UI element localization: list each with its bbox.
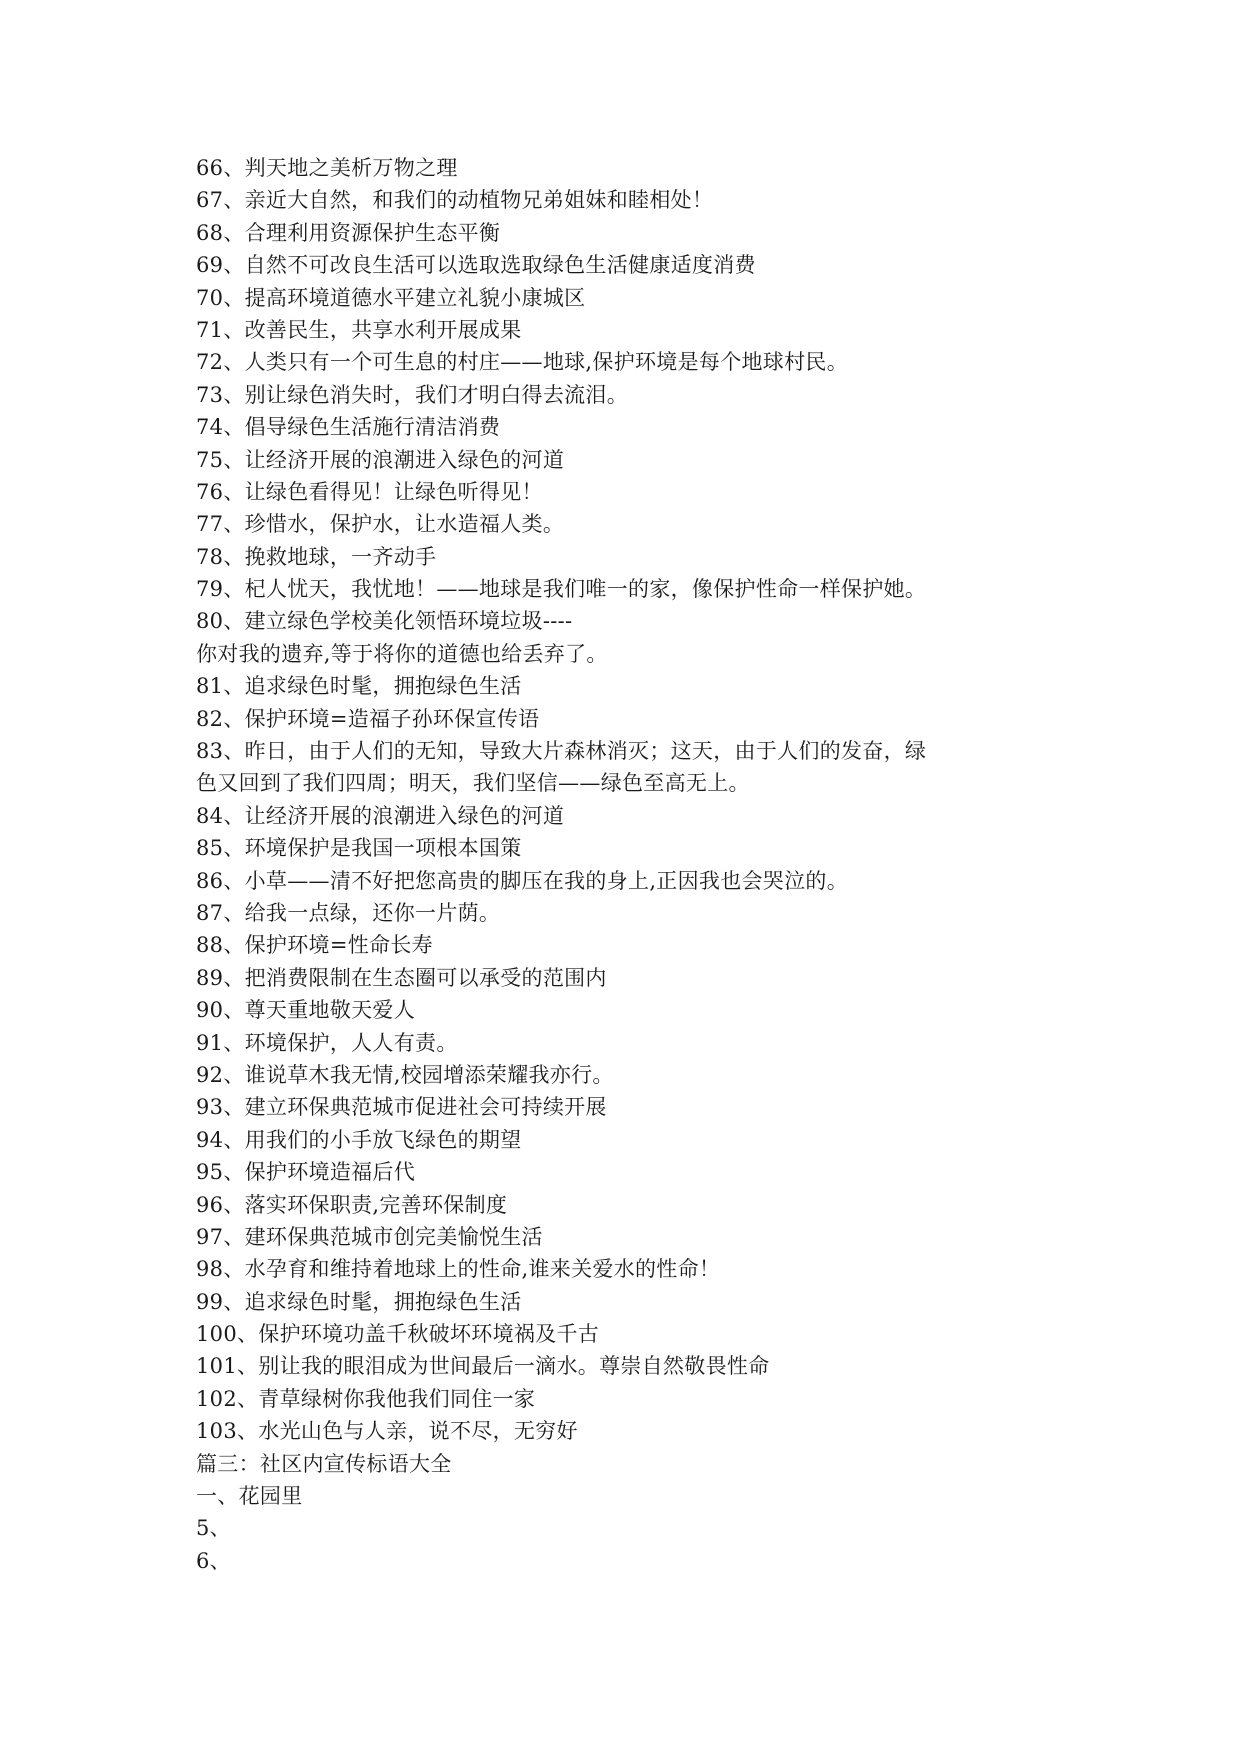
text-line: 68、合理利用资源保护生态平衡 [196,220,501,245]
text-line: 67、亲近大自然，和我们的动植物兄弟姐妹和睦相处！ [196,188,714,213]
text-line: 84、让经济开展的浪潮进入绿色的河道 [196,803,565,828]
text-line: 102、青草绿树你我他我们同住一家 [196,1386,536,1411]
text-line: 103、水光山色与人亲，说不尽，无穷好 [196,1419,578,1444]
text-line: 86、小草——清不好把您高贵的脚压在我的身上,正因我也会哭泣的。 [196,868,848,893]
text-line: 79、杞人忧天，我忧地！——地球是我们唯一的家，像保护性命一样保护她。 [196,577,927,602]
text-line: 89、把消费限制在生态圈可以承受的范围内 [196,965,607,990]
text-line: 5、 [196,1516,231,1541]
text-line: 6、 [196,1548,231,1573]
text-line: 88、保护环境=性命长寿 [196,933,433,958]
text-line: 81、追求绿色时髦，拥抱绿色生活 [196,674,522,699]
text-line: 72、人类只有一个可生息的村庄——地球,保护环境是每个地球村民。 [196,350,848,375]
text-line: 94、用我们的小手放飞绿色的期望 [196,1127,522,1152]
text-line: 76、让绿色看得见！让绿色听得见！ [196,479,543,504]
text-line: 95、保护环境造福后代 [196,1160,416,1185]
text-line: 71、改善民生，共享水利开展成果 [196,317,522,342]
document-body [196,152,1076,1577]
text-line: 85、环境保护是我国一项根本国策 [196,836,522,861]
text-line: 97、建环保典范城市创完美愉悦生活 [196,1224,543,1249]
text-line: 96、落实环保职责,完善环保制度 [196,1192,508,1217]
text-line: 75、让经济开展的浪潮进入绿色的河道 [196,447,565,472]
text-line: 82、保护环境=造福子孙环保宣传语 [196,706,540,731]
text-line: 74、倡导绿色生活施行清洁消费 [196,415,501,440]
text-line: 77、珍惜水，保护水，让水造福人类。 [196,512,565,537]
text-line: 你对我的遗弃,等于将你的道德也给丢弃了。 [196,641,608,666]
section-heading: 篇三：社区内宣传标语大全 [196,1451,452,1476]
text-line: 69、自然不可改良生活可以选取选取绿色生活健康适度消费 [196,253,756,278]
text-line: 80、建立绿色学校美化领悟环境垃圾---- [196,609,573,634]
text-line: 91、环境保护，人人有责。 [196,1030,458,1055]
text-line: 90、尊天重地敬天爱人 [196,998,416,1023]
text-line: 色又回到了我们四周；明天，我们坚信——绿色至高无上。 [196,771,750,796]
text-line: 99、追求绿色时髦，拥抱绿色生活 [196,1289,522,1314]
text-line: 一、花园里 [196,1484,303,1509]
text-line: 70、提高环境道德水平建立礼貌小康城区 [196,285,586,310]
text-line: 66、判天地之美析万物之理 [196,156,458,180]
text-line: 98、水孕育和维持着地球上的性命,谁来关爱水的性命！ [196,1257,721,1282]
text-line: 87、给我一点绿，还你一片荫。 [196,900,501,925]
text-line: 73、别让绿色消失时，我们才明白得去流泪。 [196,382,629,407]
text-line: 100、保护环境功盖千秋破坏环境祸及千古 [196,1322,600,1347]
text-line: 78、挽救地球，一齐动手 [196,544,437,569]
text-line: 83、昨日，由于人们的无知，导致大片森林消灭；这天，由于人们的发奋，绿 [196,739,927,764]
text-line: 101、别让我的眼泪成为世间最后一滴水。尊崇自然敬畏性命 [196,1354,770,1379]
text-line: 92、谁说草木我无情,校园增添荣耀我亦行。 [196,1062,614,1087]
text-line: 93、建立环保典范城市促进社会可持续开展 [196,1095,607,1120]
